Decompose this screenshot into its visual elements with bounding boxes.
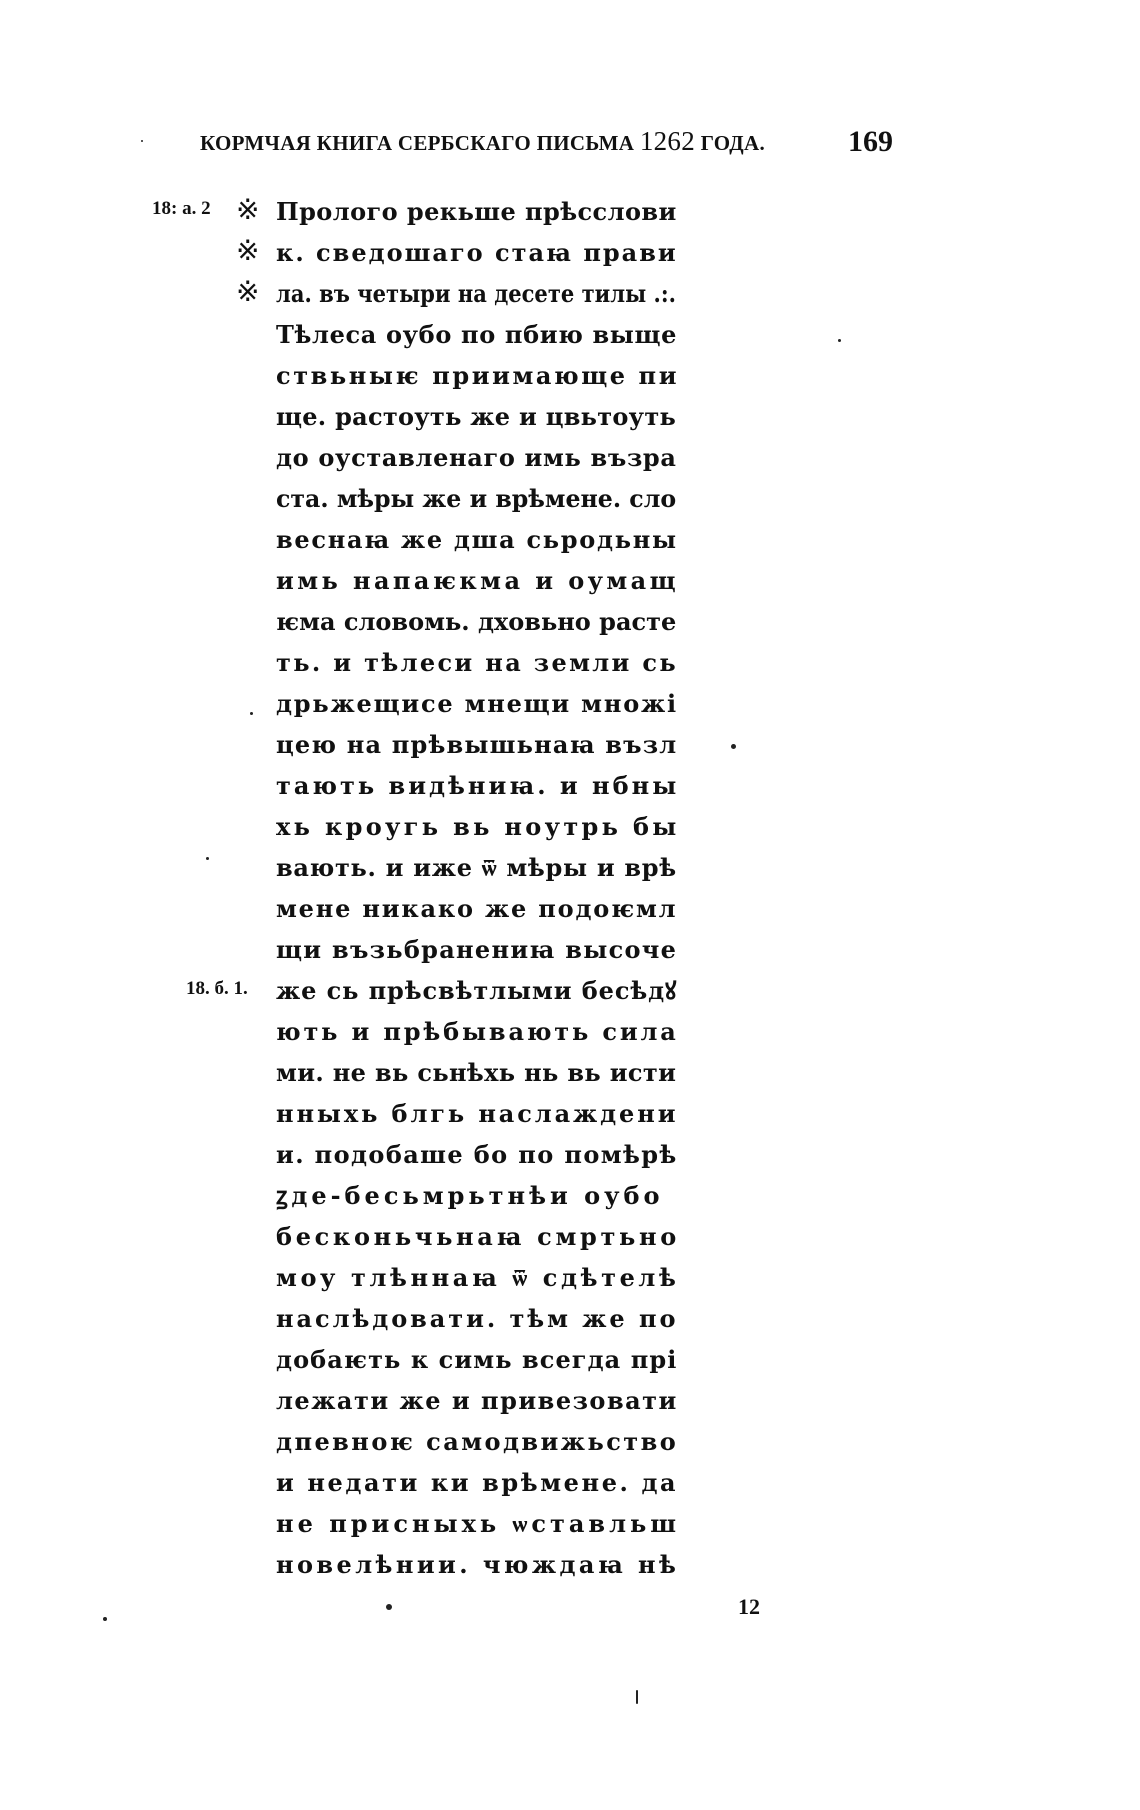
margin-note-1: 18: а. 2 (152, 198, 211, 219)
scan-speck (731, 744, 736, 749)
text-line: хь кроугь вь ноутрь бы (276, 812, 680, 841)
text-line: ꙁде-бесьмрьтнѣи оубо (276, 1181, 664, 1210)
text-line: цею на прѣвышьнаꙗ възл (276, 730, 678, 759)
text-line: ствьныѥ приимающе пи (276, 361, 680, 390)
text-line: вають. и иже ѿ мѣры и врѣ (276, 853, 677, 882)
text-line: бесконьчьнаꙗ смртьно (276, 1222, 680, 1251)
text-line: к. сведошаго стаꙗ прави (276, 238, 678, 267)
rubric-mark-2: ※ (236, 234, 260, 267)
scan-speck (206, 857, 209, 860)
text-line: тають видѣниꙗ. и нбны (276, 771, 680, 800)
text-line: и. подобаше бо по помѣрѣ (276, 1140, 678, 1169)
rubric-mark-1: ※ (236, 193, 260, 226)
scan-speck (250, 712, 253, 715)
text-line: веснаꙗ же дша сьродьны (276, 525, 678, 554)
scan-speck (386, 1604, 392, 1610)
text-line: дпевноѥ самодвижьство (276, 1427, 679, 1456)
signature-mark: 12 (738, 1594, 760, 1619)
scan-speck (141, 140, 143, 142)
scan-speck (103, 1617, 107, 1621)
text-line: не присныхь ѡставльш (276, 1509, 681, 1538)
text-line: наслѣдовати. тѣм же по (276, 1304, 679, 1333)
scan-speck (636, 1690, 638, 1704)
page-number: 169 (848, 125, 893, 158)
running-suffix: ГОДА. (700, 131, 766, 155)
text-line: имь напаѥкма и оумащ (276, 566, 680, 595)
text-line: Пролого рекьше прѣсслови (276, 197, 677, 226)
text-line: ще. растоуть же и цвьтоуть (276, 402, 677, 431)
text-line: лежати же и привезовати (276, 1386, 678, 1415)
margin-note-2: 18. б. 1. (186, 978, 248, 999)
text-line: ла. въ четыри на десете тилы .:. (276, 279, 676, 308)
text-line: щи възьбранениꙗ высоче (276, 935, 678, 964)
scan-speck (838, 339, 841, 342)
text-line: ть. и тѣлеси на земли сь (276, 648, 679, 677)
text-line: добаѥть к симь всегда прі (276, 1345, 678, 1374)
text-line: Тѣлеса оубо по пбию выще (276, 320, 678, 349)
text-line: мене никако же подоѥмл (276, 894, 678, 923)
running-head (200, 126, 765, 157)
text-line: дрьжещисе мнещи множі (276, 689, 678, 718)
text-line: до оуставленаго имь възра (276, 443, 677, 472)
text-line: ста. мѣры же и врѣмене. сло (276, 484, 677, 513)
running-title: КОРМЧАЯ КНИГА СЕРБСКАГО ПИСЬМА (200, 131, 635, 155)
text-line: ють и прѣбывають сила (276, 1017, 679, 1046)
text-line: и недати ки врѣмене. да (276, 1468, 679, 1497)
text-line: нныхь блгь наслаждени (276, 1099, 679, 1128)
running-year: 1262 (639, 126, 696, 156)
text-line: новелѣнии. чюждаꙗ нѣ (276, 1550, 680, 1579)
rubric-mark-3: ※ (236, 275, 260, 308)
text-line: ми. не вь сьнѣхь нь вь исти (276, 1058, 677, 1087)
text-line: моу тлѣннаꙗ ѿ сдѣтелѣ (276, 1263, 680, 1292)
text-line: ѥма словомь. дховьно расте (276, 607, 677, 636)
text-line: же сь прѣсвѣтлыми бесѣдꙋ (276, 976, 678, 1005)
